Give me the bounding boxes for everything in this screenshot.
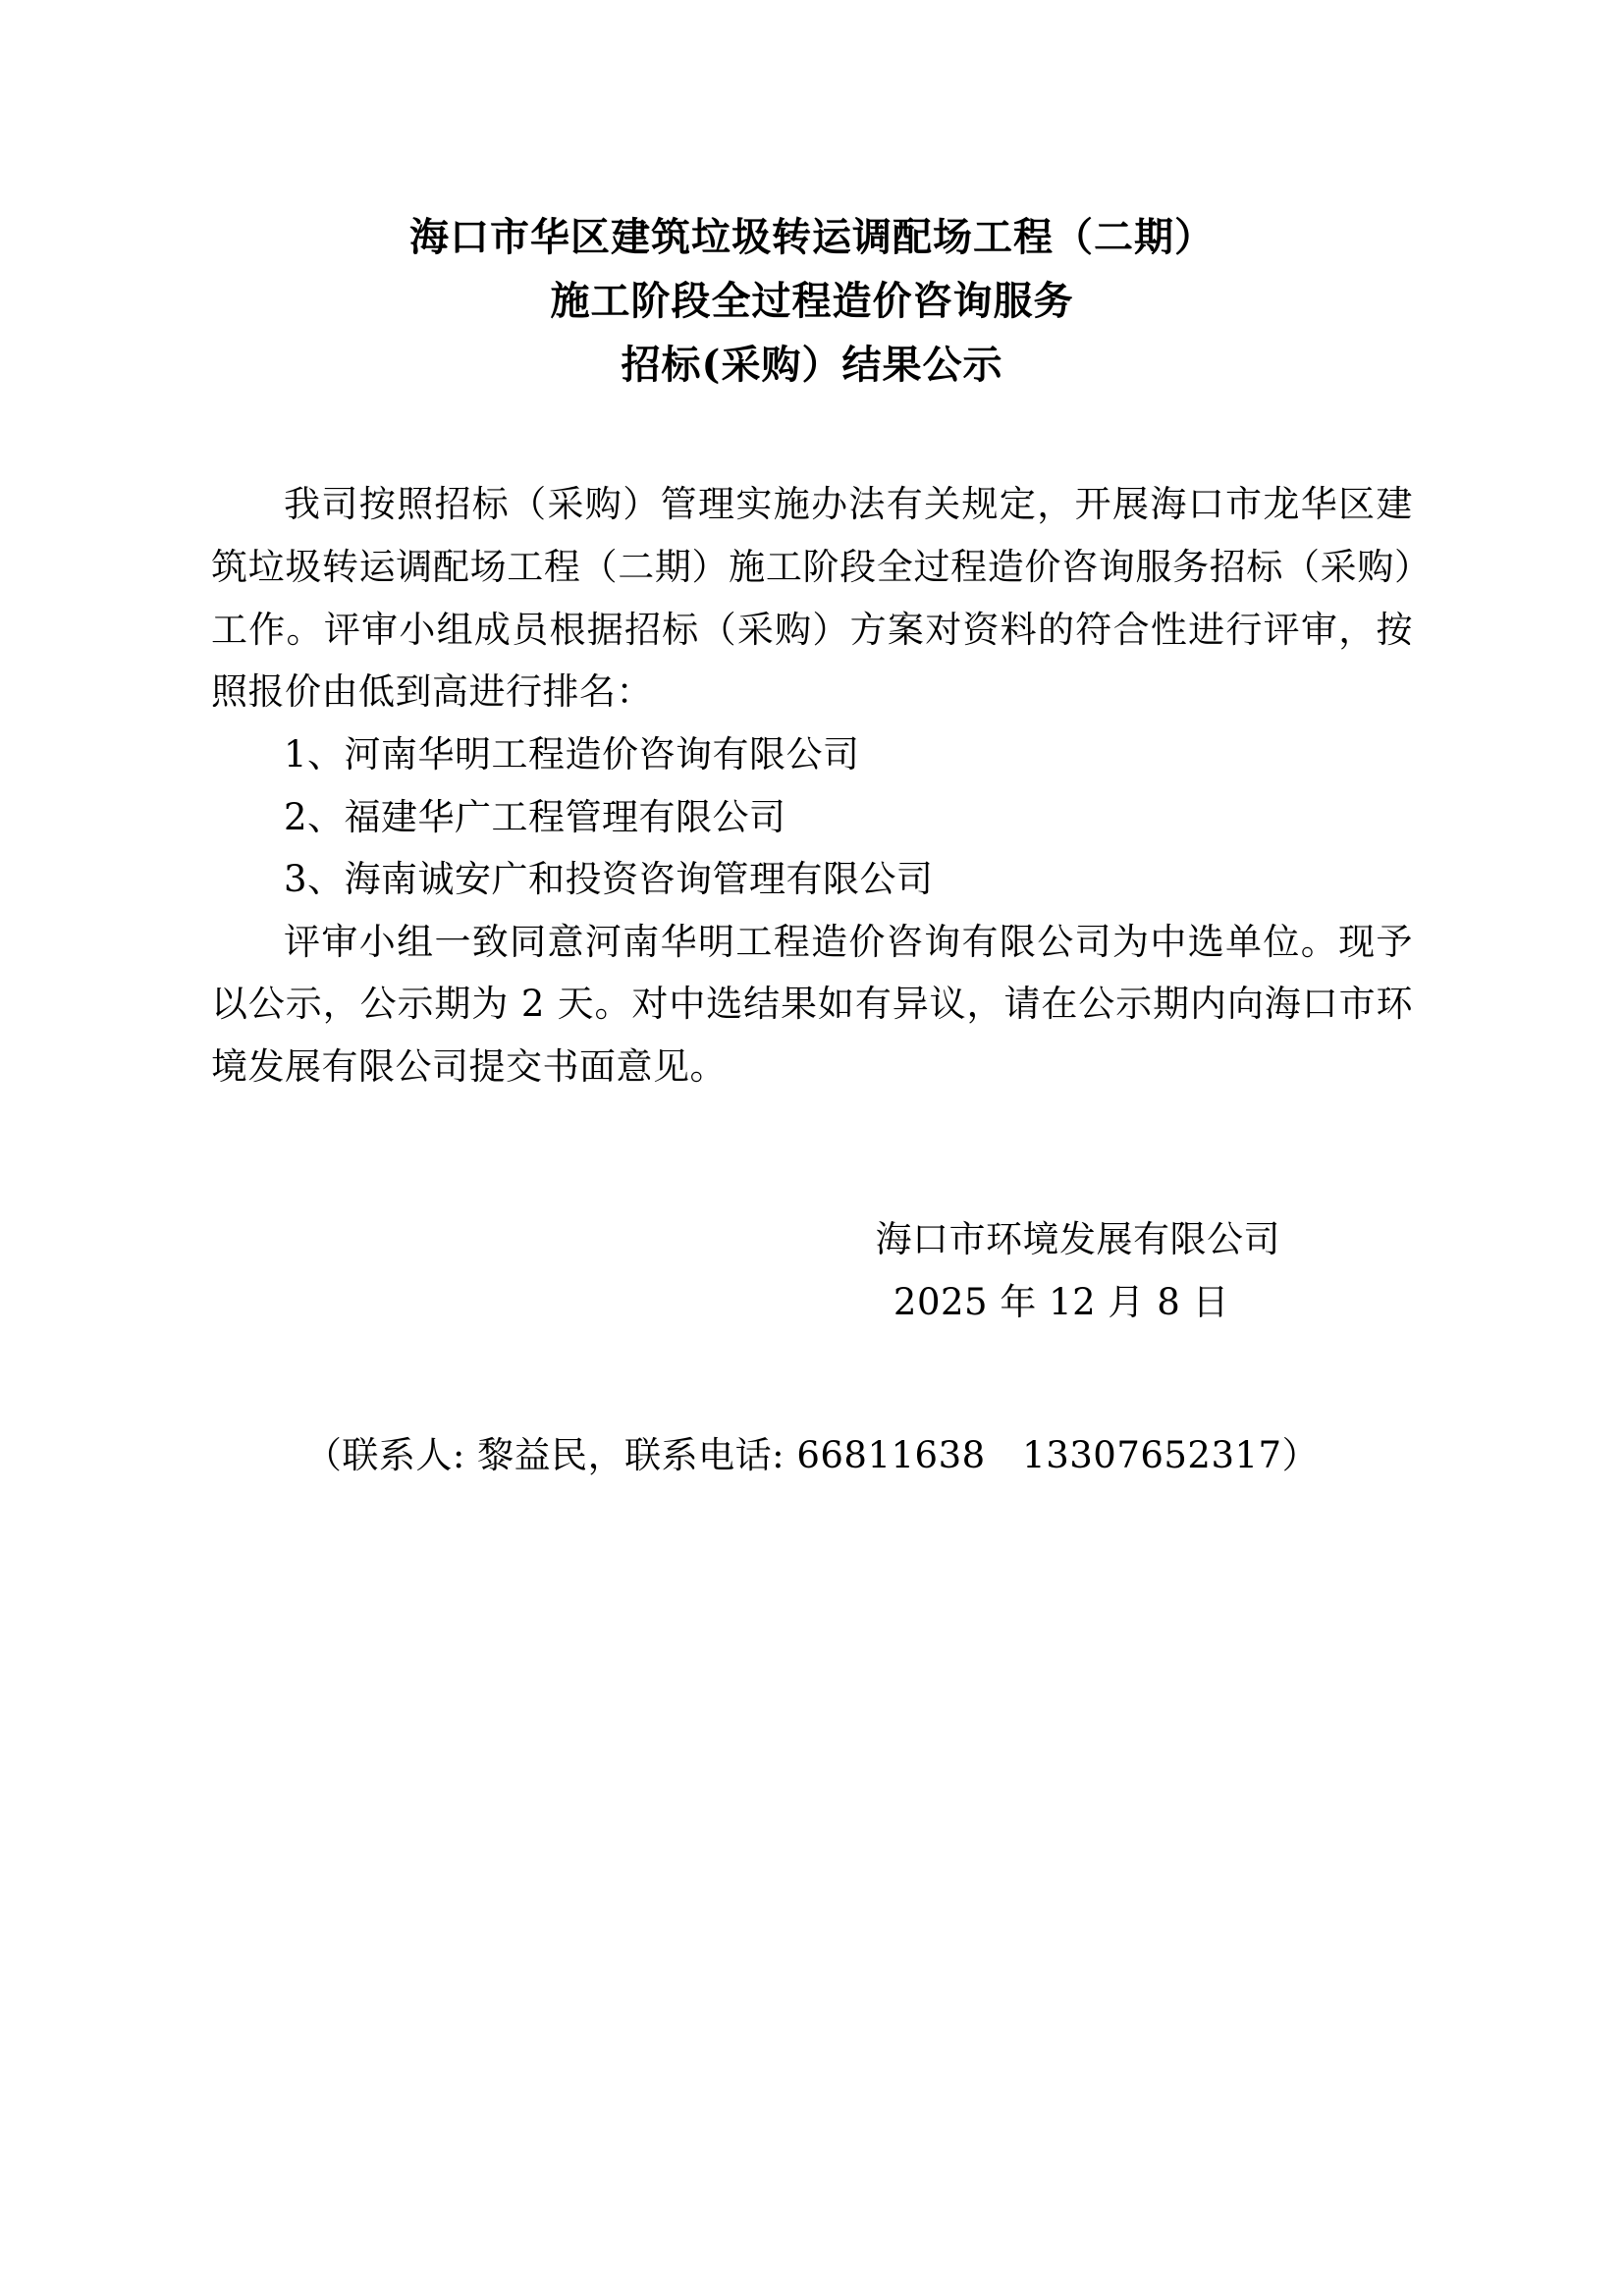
document-body [211, 473, 1413, 1097]
signature-block [211, 1208, 1413, 1336]
ranking-item-3: 3、海南诚安广和投资咨询管理有限公司 [284, 858, 934, 901]
intro-paragraph: 我司按照招标（采购）管理实施办法有关规定，开展海口市龙华区建筑垃圾转运调配场工程（二期）施工阶段全过程造价咨询服务招标（采购）工作。评审小组成员根据招标（采购）方案对资料的符合性进行评审，按照报价由低到高进行排名： [211, 483, 1413, 714]
ranking-item-2: 2、福建华广工程管理有限公司 [284, 795, 786, 838]
result-paragraph: 评审小组一致同意河南华明工程造价咨询有限公司为中选单位。现予以公示，公示期为 2 天。对中选结果如有异议，请在公示期内向海口市环境发展有限公司提交书面意见。 [211, 920, 1413, 1089]
document-title [211, 206, 1413, 397]
title-line-3: 招标(采购）结果公示 [621, 341, 1003, 388]
ranking-item-1: 1、河南华明工程造价咨询有限公司 [284, 732, 860, 775]
title-line-2: 施工阶段全过程造价咨询服务 [550, 277, 1074, 324]
signature-date: 2025 年 12 月 8 日 [893, 1281, 1229, 1324]
contact-line: （联系人: 黎益民，联系电话: 66811638 13307652317） [304, 1434, 1320, 1477]
contact-block [211, 1425, 1413, 1487]
title-line-1: 海口市华区建筑垃圾转运调配场工程（二期） [409, 214, 1215, 260]
signature-organization: 海口市环境发展有限公司 [875, 1217, 1280, 1260]
